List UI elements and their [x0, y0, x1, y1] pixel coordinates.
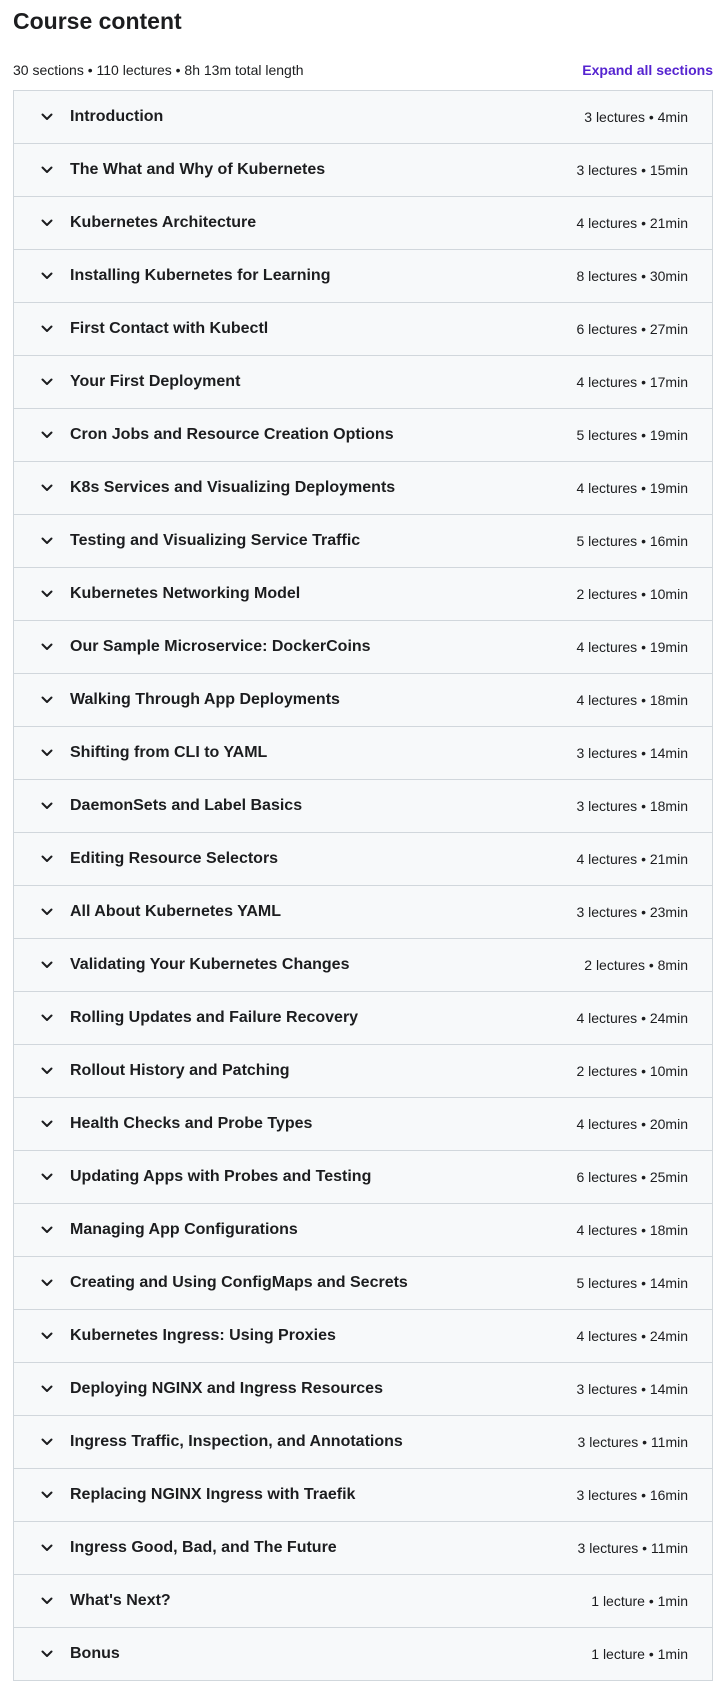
section-row[interactable] — [14, 1098, 712, 1151]
section-row[interactable] — [14, 250, 712, 303]
section-row[interactable] — [14, 303, 712, 356]
chevron-down-icon — [40, 1488, 54, 1502]
section-row[interactable] — [14, 462, 712, 515]
section-row[interactable] — [14, 1575, 712, 1628]
section-title: The What and Why of Kubernetes — [70, 161, 326, 178]
chevron-down-icon — [40, 322, 54, 336]
section-meta: 3 lectures • 18min — [576, 798, 688, 814]
section-title: What's Next? — [70, 1592, 171, 1609]
section-title: Our Sample Microservice: DockerCoins — [70, 638, 371, 655]
chevron-down-icon — [40, 375, 54, 389]
section-row[interactable] — [14, 727, 712, 780]
section-meta: 1 lecture • 1min — [591, 1646, 688, 1662]
section-meta: 3 lectures • 11min — [577, 1434, 688, 1450]
section-title: Kubernetes Networking Model — [70, 585, 301, 602]
section-row[interactable] — [14, 939, 712, 992]
section-title: First Contact with Kubectl — [70, 320, 269, 337]
chevron-down-icon — [40, 163, 54, 177]
chevron-down-icon — [40, 1435, 54, 1449]
section-row[interactable] — [14, 1469, 712, 1522]
chevron-down-icon — [40, 958, 54, 972]
chevron-down-icon — [40, 1117, 54, 1131]
section-meta: 6 lectures • 25min — [576, 1169, 688, 1185]
section-meta: 4 lectures • 18min — [576, 692, 688, 708]
chevron-down-icon — [40, 534, 54, 548]
section-title: DaemonSets and Label Basics — [70, 797, 303, 814]
section-title: Walking Through App Deployments — [70, 691, 340, 708]
section-title: Rollout History and Patching — [70, 1062, 290, 1079]
chevron-down-icon — [40, 587, 54, 601]
section-row[interactable] — [14, 992, 712, 1045]
section-meta: 3 lectures • 4min — [584, 109, 688, 125]
section-row[interactable] — [14, 1151, 712, 1204]
section-row[interactable] — [14, 1628, 712, 1681]
chevron-down-icon — [40, 640, 54, 654]
section-row[interactable] — [14, 1363, 712, 1416]
section-meta: 2 lectures • 8min — [584, 957, 688, 973]
expand-all-sections-button[interactable]: Expand all sections — [582, 62, 713, 78]
chevron-down-icon — [40, 216, 54, 230]
section-row[interactable] — [14, 568, 712, 621]
section-title: K8s Services and Visualizing Deployments — [70, 479, 396, 496]
section-title: All About Kubernetes YAML — [70, 903, 281, 920]
section-title: Shifting from CLI to YAML — [70, 744, 268, 761]
section-row[interactable] — [14, 144, 712, 197]
chevron-down-icon — [40, 1170, 54, 1184]
section-row[interactable] — [14, 1257, 712, 1310]
section-title: Creating and Using ConfigMaps and Secrets — [70, 1274, 408, 1291]
section-row[interactable] — [14, 197, 712, 250]
section-title: Your First Deployment — [70, 373, 241, 390]
chevron-down-icon — [40, 1329, 54, 1343]
chevron-down-icon — [40, 1064, 54, 1078]
chevron-down-icon — [40, 905, 54, 919]
section-title: Health Checks and Probe Types — [70, 1115, 313, 1132]
section-meta: 4 lectures • 21min — [576, 851, 688, 867]
chevron-down-icon — [40, 110, 54, 124]
section-title: Introduction — [70, 108, 164, 125]
section-row[interactable] — [14, 1310, 712, 1363]
chevron-down-icon — [40, 746, 54, 760]
chevron-down-icon — [40, 269, 54, 283]
section-row[interactable] — [14, 409, 712, 462]
section-meta: 4 lectures • 19min — [576, 480, 688, 496]
section-title: Ingress Traffic, Inspection, and Annotations — [70, 1433, 403, 1450]
chevron-down-icon — [40, 481, 54, 495]
chevron-down-icon — [40, 1541, 54, 1555]
section-meta: 3 lectures • 23min — [576, 904, 688, 920]
section-title: Bonus — [70, 1645, 120, 1662]
course-summary: 30 sections • 110 lectures • 8h 13m total length — [13, 62, 304, 78]
section-meta: 3 lectures • 16min — [576, 1487, 688, 1503]
page-title: Course content — [13, 8, 182, 34]
chevron-down-icon — [40, 1276, 54, 1290]
section-title: Editing Resource Selectors — [70, 850, 279, 867]
section-row[interactable] — [14, 91, 712, 144]
section-meta: 2 lectures • 10min — [576, 1063, 688, 1079]
section-title: Updating Apps with Probes and Testing — [70, 1168, 372, 1185]
section-meta: 2 lectures • 10min — [576, 586, 688, 602]
section-meta: 1 lecture • 1min — [591, 1593, 688, 1609]
section-meta: 3 lectures • 14min — [576, 1381, 688, 1397]
section-title: Validating Your Kubernetes Changes — [70, 956, 350, 973]
chevron-down-icon — [40, 799, 54, 813]
section-row[interactable] — [14, 1204, 712, 1257]
section-meta: 3 lectures • 14min — [576, 745, 688, 761]
section-meta: 8 lectures • 30min — [576, 268, 688, 284]
section-row[interactable] — [14, 1045, 712, 1098]
section-title: Managing App Configurations — [70, 1221, 298, 1238]
section-title: Testing and Visualizing Service Traffic — [70, 532, 361, 549]
section-meta: 4 lectures • 17min — [576, 374, 688, 390]
section-meta: 4 lectures • 19min — [576, 639, 688, 655]
section-meta: 4 lectures • 20min — [576, 1116, 688, 1132]
chevron-down-icon — [40, 428, 54, 442]
section-row[interactable] — [14, 621, 712, 674]
section-meta: 4 lectures • 18min — [576, 1222, 688, 1238]
section-row[interactable] — [14, 780, 712, 833]
chevron-down-icon — [40, 1011, 54, 1025]
section-row[interactable] — [14, 886, 712, 939]
section-meta: 5 lectures • 19min — [576, 427, 688, 443]
section-title: Cron Jobs and Resource Creation Options — [70, 426, 394, 443]
section-title: Replacing NGINX Ingress with Traefik — [70, 1486, 356, 1503]
chevron-down-icon — [40, 852, 54, 866]
section-title: Kubernetes Architecture — [70, 214, 257, 231]
section-meta: 4 lectures • 24min — [576, 1328, 688, 1344]
section-meta: 5 lectures • 14min — [576, 1275, 688, 1291]
chevron-down-icon — [40, 1382, 54, 1396]
section-row[interactable] — [14, 833, 712, 886]
sections-list — [13, 90, 713, 1681]
section-meta: 4 lectures • 24min — [576, 1010, 688, 1026]
section-row[interactable] — [14, 674, 712, 727]
section-title: Rolling Updates and Failure Recovery — [70, 1009, 359, 1026]
section-title: Deploying NGINX and Ingress Resources — [70, 1380, 383, 1397]
section-row[interactable] — [14, 356, 712, 409]
chevron-down-icon — [40, 1223, 54, 1237]
section-title: Ingress Good, Bad, and The Future — [70, 1539, 337, 1556]
section-row[interactable] — [14, 1522, 712, 1575]
chevron-down-icon — [40, 1594, 54, 1608]
course-summary-row — [13, 58, 713, 82]
section-title: Installing Kubernetes for Learning — [70, 267, 331, 284]
section-meta: 3 lectures • 15min — [576, 162, 688, 178]
section-meta: 3 lectures • 11min — [577, 1540, 688, 1556]
chevron-down-icon — [40, 693, 54, 707]
section-title: Kubernetes Ingress: Using Proxies — [70, 1327, 336, 1344]
chevron-down-icon — [40, 1647, 54, 1661]
section-meta: 6 lectures • 27min — [576, 321, 688, 337]
section-meta: 4 lectures • 21min — [576, 215, 688, 231]
section-row[interactable] — [14, 1416, 712, 1469]
section-meta: 5 lectures • 16min — [576, 533, 688, 549]
section-row[interactable] — [14, 515, 712, 568]
